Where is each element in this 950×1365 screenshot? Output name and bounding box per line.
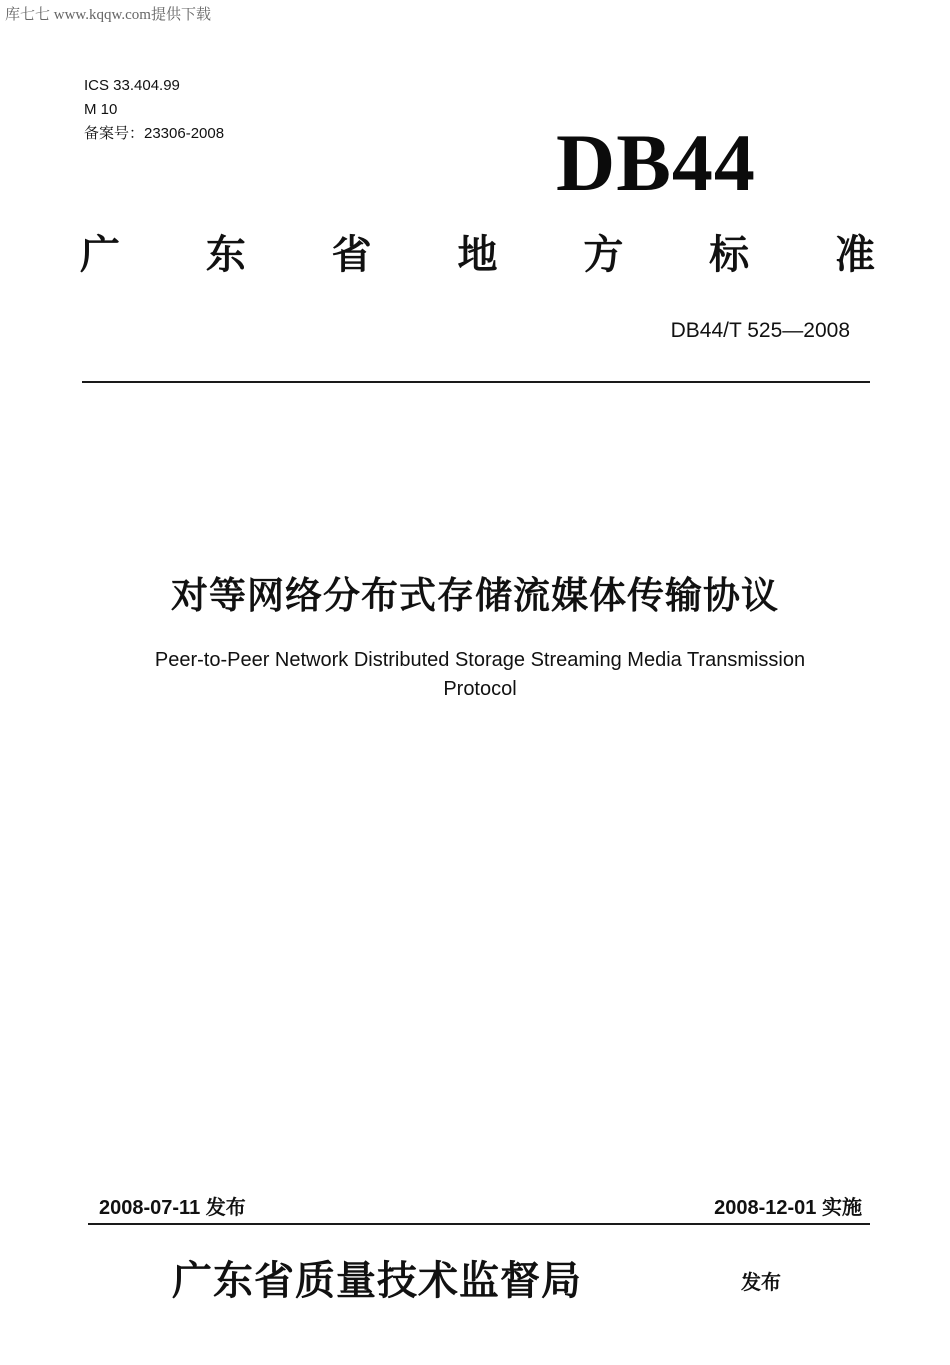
- standard-type-char: 地: [457, 232, 498, 278]
- standard-type-char: 东: [205, 232, 246, 278]
- record-number: 备案号：23306-2008: [84, 125, 225, 142]
- english-title-line: Protocol: [443, 678, 517, 700]
- standard-type-heading: [80, 230, 875, 280]
- english-title-line: Peer-to-Peer Network Distributed Storage Streaming Media Transmission: [154, 649, 806, 671]
- implement-date: 2008-12-01 实施: [714, 1197, 862, 1219]
- footer-divider: [88, 1223, 870, 1225]
- issuer-suffix: 发布: [741, 1270, 781, 1294]
- document-title-chinese: 对等网络分布式存储流媒体传输协议: [171, 574, 779, 617]
- category-code: M 10: [84, 101, 118, 118]
- db44-logo: DB44: [556, 117, 756, 208]
- standard-type-char: 方: [583, 232, 624, 278]
- ics-code: ICS 33.404.99: [84, 77, 180, 94]
- watermark-text: 库七七 www.kqqw.com提供下载: [5, 7, 211, 23]
- standard-type-char: 广: [80, 232, 120, 278]
- document-number: DB44/T 525—2008: [670, 319, 850, 342]
- standard-type-char: 省: [331, 232, 372, 278]
- issuing-authority: 广东省质量技术监督局: [172, 1257, 582, 1304]
- standard-type-char: 准: [834, 232, 875, 278]
- header-divider: [82, 381, 870, 383]
- publish-date: 2008-07-11 发布: [99, 1197, 246, 1219]
- standard-type-char: 标: [709, 232, 750, 278]
- document-title-english: [100, 646, 860, 704]
